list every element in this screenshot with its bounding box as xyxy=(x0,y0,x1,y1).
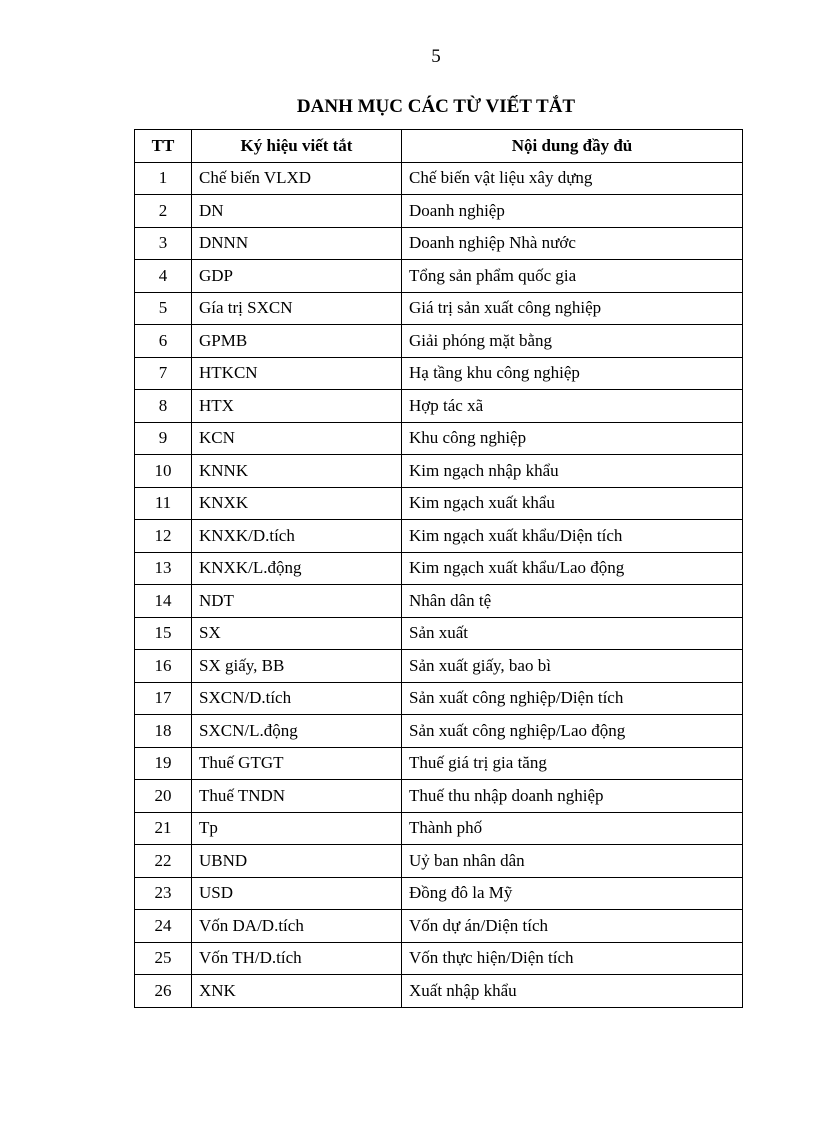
table-row xyxy=(135,520,743,553)
header-abbreviation: Ký hiệu viết tắt xyxy=(192,130,402,163)
document-title: DANH MỤC CÁC TỪ VIẾT TẮT xyxy=(296,96,576,117)
table-row xyxy=(135,552,743,585)
cell-full-content: Thuế giá trị gia tăng xyxy=(402,747,743,780)
table-row xyxy=(135,227,743,260)
cell-abbreviation: GPMB xyxy=(192,325,402,358)
cell-abbreviation: GDP xyxy=(192,260,402,293)
cell-full-content: Kim ngạch xuất khẩu/Lao động xyxy=(402,552,743,585)
cell-tt: 10 xyxy=(135,455,192,488)
header-row xyxy=(135,130,743,163)
abbreviations-table xyxy=(134,129,743,1008)
table-row xyxy=(135,715,743,748)
cell-full-content: Sản xuất giấy, bao bì xyxy=(402,650,743,683)
cell-tt: 22 xyxy=(135,845,192,878)
cell-full-content: Khu công nghiệp xyxy=(402,422,743,455)
table-row xyxy=(135,877,743,910)
cell-full-content: Doanh nghiệp xyxy=(402,195,743,228)
cell-full-content: Doanh nghiệp Nhà nước xyxy=(402,227,743,260)
cell-full-content: Kim ngạch nhập khẩu xyxy=(402,455,743,488)
table-row xyxy=(135,487,743,520)
table-row xyxy=(135,585,743,618)
cell-abbreviation: SX xyxy=(192,617,402,650)
cell-tt: 5 xyxy=(135,292,192,325)
table-row xyxy=(135,357,743,390)
cell-abbreviation: Gía trị SXCN xyxy=(192,292,402,325)
cell-tt: 15 xyxy=(135,617,192,650)
cell-tt: 2 xyxy=(135,195,192,228)
cell-full-content: Nhân dân tệ xyxy=(402,585,743,618)
cell-abbreviation: KCN xyxy=(192,422,402,455)
cell-tt: 20 xyxy=(135,780,192,813)
cell-full-content: Kim ngạch xuất khẩu xyxy=(402,487,743,520)
table-row xyxy=(135,975,743,1008)
cell-tt: 17 xyxy=(135,682,192,715)
table-row xyxy=(135,162,743,195)
cell-full-content: Uỷ ban nhân dân xyxy=(402,845,743,878)
cell-abbreviation: UBND xyxy=(192,845,402,878)
cell-full-content: Vốn thực hiện/Diện tích xyxy=(402,942,743,975)
table-row xyxy=(135,260,743,293)
table-row xyxy=(135,845,743,878)
cell-tt: 4 xyxy=(135,260,192,293)
cell-abbreviation: Thuế GTGT xyxy=(192,747,402,780)
table-header xyxy=(135,130,743,163)
cell-abbreviation: KNXK/D.tích xyxy=(192,520,402,553)
cell-full-content: Hợp tác xã xyxy=(402,390,743,423)
page-number: 5 xyxy=(431,46,441,67)
cell-tt: 12 xyxy=(135,520,192,553)
cell-tt: 18 xyxy=(135,715,192,748)
cell-full-content: Sản xuất công nghiệp/Lao động xyxy=(402,715,743,748)
table-row xyxy=(135,812,743,845)
cell-tt: 23 xyxy=(135,877,192,910)
cell-full-content: Vốn dự án/Diện tích xyxy=(402,910,743,943)
cell-abbreviation: SX giấy, BB xyxy=(192,650,402,683)
cell-tt: 21 xyxy=(135,812,192,845)
cell-abbreviation: KNXK/L.động xyxy=(192,552,402,585)
cell-abbreviation: Chế biến VLXD xyxy=(192,162,402,195)
table-row xyxy=(135,780,743,813)
cell-abbreviation: HTX xyxy=(192,390,402,423)
cell-tt: 26 xyxy=(135,975,192,1008)
cell-abbreviation: Vốn DA/D.tích xyxy=(192,910,402,943)
table-body xyxy=(135,162,743,1007)
cell-full-content: Thành phố xyxy=(402,812,743,845)
cell-full-content: Kim ngạch xuất khẩu/Diện tích xyxy=(402,520,743,553)
table-row xyxy=(135,747,743,780)
cell-abbreviation: HTKCN xyxy=(192,357,402,390)
cell-tt: 9 xyxy=(135,422,192,455)
table-row xyxy=(135,325,743,358)
table-row xyxy=(135,455,743,488)
table-row xyxy=(135,942,743,975)
header-tt: TT xyxy=(135,130,192,163)
cell-tt: 19 xyxy=(135,747,192,780)
table-row xyxy=(135,617,743,650)
cell-full-content: Sản xuất công nghiệp/Diện tích xyxy=(402,682,743,715)
cell-abbreviation: Tp xyxy=(192,812,402,845)
table-row xyxy=(135,390,743,423)
cell-abbreviation: NDT xyxy=(192,585,402,618)
cell-abbreviation: KNNK xyxy=(192,455,402,488)
cell-full-content: Tổng sản phẩm quốc gia xyxy=(402,260,743,293)
cell-full-content: Giải phóng mặt bằng xyxy=(402,325,743,358)
cell-full-content: Đồng đô la Mỹ xyxy=(402,877,743,910)
cell-tt: 14 xyxy=(135,585,192,618)
cell-full-content: Sản xuất xyxy=(402,617,743,650)
cell-tt: 8 xyxy=(135,390,192,423)
table-row xyxy=(135,422,743,455)
table-row xyxy=(135,292,743,325)
cell-tt: 25 xyxy=(135,942,192,975)
table-row xyxy=(135,650,743,683)
cell-abbreviation: Thuế TNDN xyxy=(192,780,402,813)
cell-tt: 3 xyxy=(135,227,192,260)
cell-abbreviation: USD xyxy=(192,877,402,910)
cell-tt: 24 xyxy=(135,910,192,943)
cell-tt: 16 xyxy=(135,650,192,683)
table-row xyxy=(135,195,743,228)
cell-tt: 13 xyxy=(135,552,192,585)
cell-tt: 1 xyxy=(135,162,192,195)
cell-abbreviation: Vốn TH/D.tích xyxy=(192,942,402,975)
cell-full-content: Thuế thu nhập doanh nghiệp xyxy=(402,780,743,813)
cell-tt: 7 xyxy=(135,357,192,390)
cell-full-content: Hạ tầng khu công nghiệp xyxy=(402,357,743,390)
cell-full-content: Xuất nhập khẩu xyxy=(402,975,743,1008)
cell-abbreviation: SXCN/L.động xyxy=(192,715,402,748)
cell-full-content: Chế biến vật liệu xây dựng xyxy=(402,162,743,195)
cell-abbreviation: DN xyxy=(192,195,402,228)
cell-tt: 6 xyxy=(135,325,192,358)
cell-abbreviation: SXCN/D.tích xyxy=(192,682,402,715)
cell-tt: 11 xyxy=(135,487,192,520)
cell-abbreviation: XNK xyxy=(192,975,402,1008)
table-row xyxy=(135,910,743,943)
cell-abbreviation: DNNN xyxy=(192,227,402,260)
header-full-content: Nội dung đầy đủ xyxy=(402,130,743,163)
table-row xyxy=(135,682,743,715)
cell-full-content: Giá trị sản xuất công nghiệp xyxy=(402,292,743,325)
cell-abbreviation: KNXK xyxy=(192,487,402,520)
